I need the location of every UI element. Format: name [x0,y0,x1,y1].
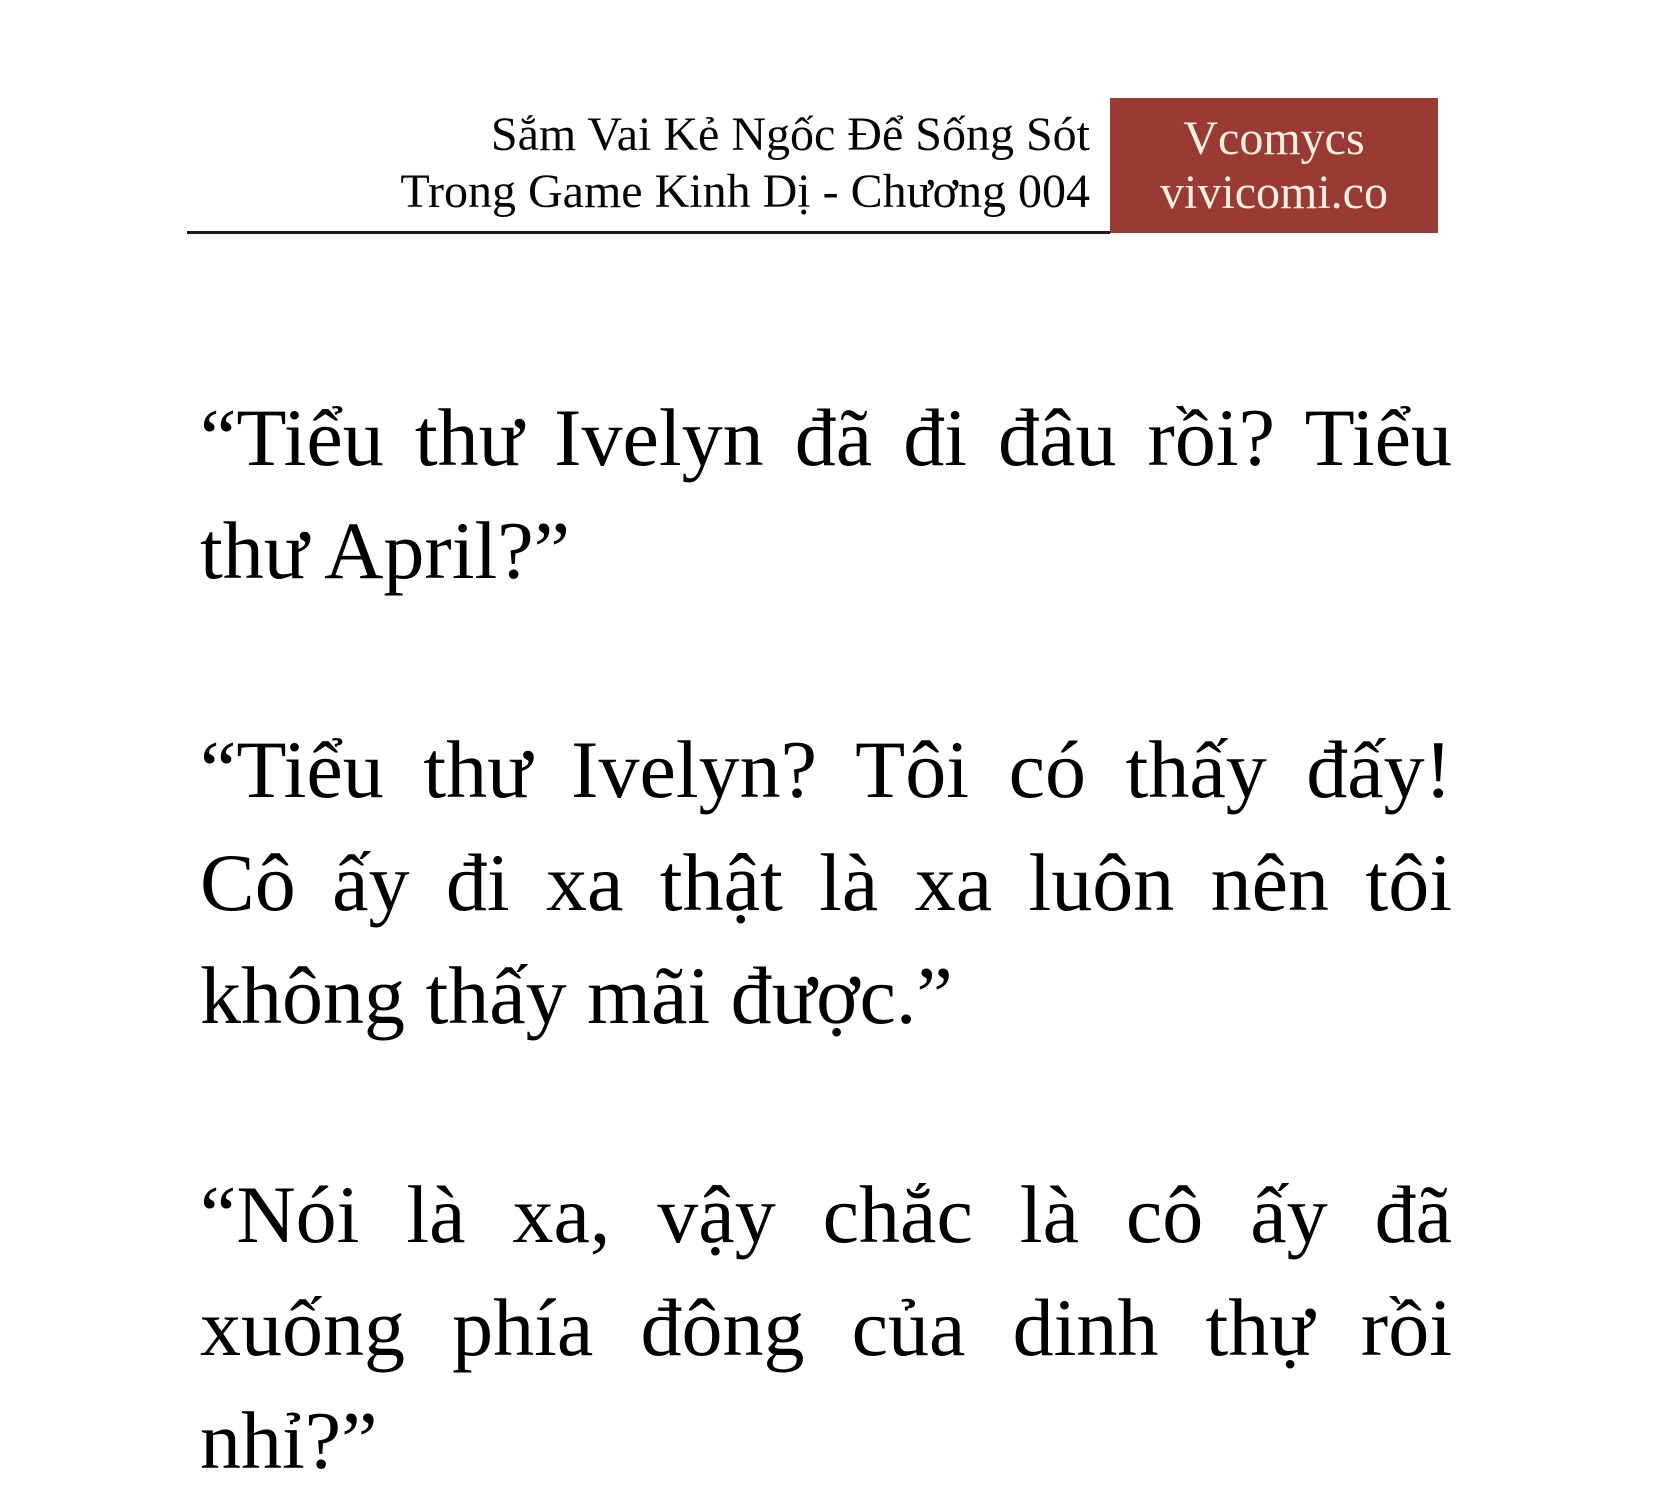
brand-domain: vivicomi.co [1160,165,1388,219]
paragraph-1 [200,381,1452,607]
brand-name: Vcomycs [1183,111,1365,165]
text-line: “Tiểu thư Ivelyn? Tôi có thấy đấy! [200,724,1452,815]
text-line: Cô ấy đi xa thật là xa luôn nên tôi [200,837,1452,928]
text-line: nhỉ?” [200,1395,378,1486]
text-line: “Nói là xa, vậy chắc là cô ấy đã [200,1169,1452,1260]
text-line: không thấy mãi được.” [200,950,953,1041]
text-line: xuống phía đông của dinh thự rồi [200,1282,1452,1373]
chapter-title [400,106,1090,220]
header-divider [187,231,1110,234]
paragraph-2 [200,713,1452,1052]
paragraph-3 [200,1158,1452,1497]
text-line: thư April?” [200,505,571,596]
brand-watermark [1110,98,1438,233]
text-line: “Tiểu thư Ivelyn đã đi đâu rồi? Tiểu [200,392,1452,483]
chapter-text [200,381,1452,1497]
chapter-title-line2: Trong Game Kinh Dị - Chương 004 [400,165,1090,218]
chapter-title-line1: Sắm Vai Kẻ Ngốc Để Sống Sót [490,108,1090,161]
